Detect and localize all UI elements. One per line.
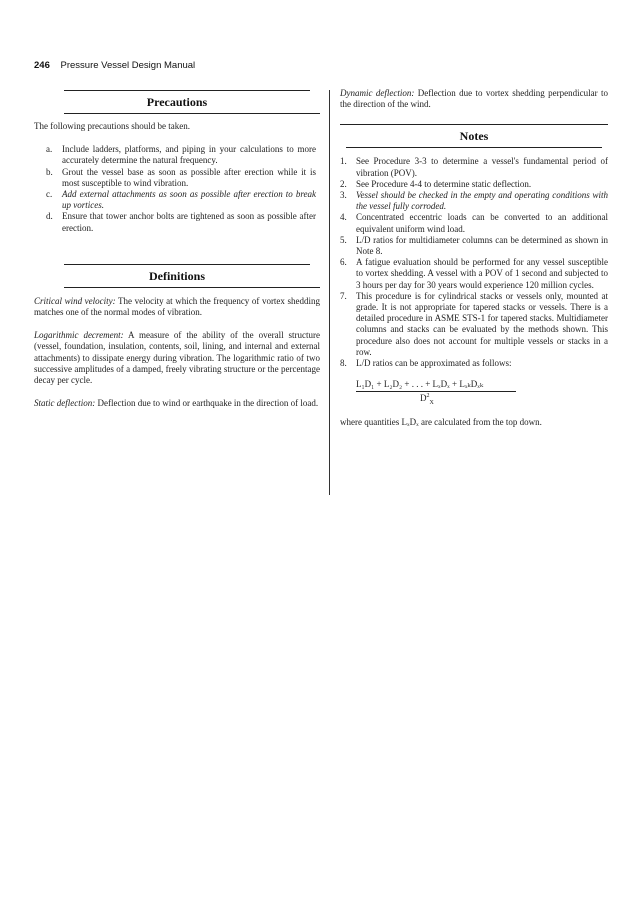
list-item: [340, 156, 608, 178]
precautions-list: [34, 144, 320, 234]
list-item-text: This procedure is for cylindrical stacks or vessels only, mounted at grade. It is not appropriate for tapered stacks or vessels. There is a detailed procedure in ASME STS-1 for tapered stacks. Multidiameter columns and stacks can be evaluated by the methods shown. This procedure also does not account for multiple vessels or stacks in a row.: [356, 290, 608, 357]
list-item-text: Include ladders, platforms, and piping in your calculations to more accurately determine the natural frequency.: [62, 144, 316, 166]
formula-denominator-subscript: X: [429, 400, 434, 407]
list-item: [340, 291, 608, 358]
definitions-section: [34, 264, 320, 410]
definitions-title: Definitions: [148, 268, 205, 283]
precautions-heading: [34, 90, 320, 114]
definition-text: A measure of the ability of the overall structure (vessel, foundation, insulation, contents, soil, lining, and internal and external attachments) to dissipate energy during vibration. The logarithmic ratio of two successive amplitudes of a damped, freely vibrating structure or the percentage decay per cycle.: [34, 330, 320, 386]
formula-denominator: [420, 393, 434, 406]
list-item: [34, 211, 320, 233]
formula-denominator-exponent: 2: [426, 393, 430, 400]
heading-rule: [64, 287, 320, 288]
definition-term: Dynamic deflection:: [340, 88, 415, 98]
definition-term: Logarithmic decrement:: [34, 330, 124, 341]
notes-title: Notes: [459, 129, 489, 144]
precautions-intro: The following precautions should be taken.: [34, 121, 190, 131]
list-marker: 5.: [340, 234, 347, 245]
list-item-text: Add external attachments as soon as possible after erection to break up vortices.: [62, 189, 316, 211]
list-item-text: L/D ratios can be approximated as follows:: [356, 358, 512, 369]
list-marker: 4.: [340, 212, 347, 223]
list-item: [340, 179, 608, 190]
list-marker: 3.: [340, 190, 347, 201]
list-marker: 6.: [340, 257, 347, 268]
definition-term: Static deflection:: [34, 398, 96, 409]
definition-text: Deflection due to wind or earthquake in the direction of load.: [95, 398, 319, 409]
definition-critical-wind-velocity: [34, 296, 320, 318]
formula-denominator-base: D: [420, 393, 427, 404]
heading-rule: [64, 113, 320, 114]
running-title: Pressure Vessel Design Manual: [60, 60, 196, 71]
list-item-text: L/D ratios for multidiameter columns can be determined as shown in Note 8.: [356, 234, 608, 257]
formula-explanation: where quantities LₓDₓ are calculated from the top down.: [340, 417, 542, 428]
definition-dynamic-deflection: [340, 88, 608, 110]
notes-heading: [340, 124, 608, 148]
list-item: [340, 235, 608, 257]
list-item-text: A fatigue evaluation should be performed for any vessel susceptible to vortex shedding. A vessel with a POV of 1 second and subjected to 3 hours per day for 30 years would experience 120 million cycles.: [356, 257, 608, 290]
list-item-text: Ensure that tower anchor bolts are tightened as soon as possible after erection.: [62, 211, 316, 233]
ld-ratio-formula: [356, 379, 608, 407]
list-marker: a.: [46, 144, 53, 155]
list-item: [34, 167, 320, 189]
list-marker: 7.: [340, 290, 347, 301]
column-divider: [329, 90, 330, 495]
left-column: [34, 90, 320, 409]
list-marker: c.: [46, 189, 53, 200]
list-marker: 2.: [340, 178, 347, 189]
list-marker: 1.: [340, 156, 347, 167]
list-item-text: See Procedure 4-4 to determine static deflection.: [356, 178, 532, 189]
page-header: [34, 60, 195, 71]
list-item-text: Concentrated eccentric loads can be converted to an additional equivalent uniform wind load.: [356, 212, 608, 234]
notes-list: [340, 156, 608, 369]
list-item: [34, 144, 320, 166]
list-item: [340, 358, 608, 369]
list-marker: b.: [46, 166, 53, 177]
list-item: [340, 257, 608, 291]
list-item-text: Vessel should be checked in the empty and operating conditions with the vessel fully corroded.: [356, 190, 608, 212]
list-item-text: Grout the vessel base as soon as possible after erection while it is most susceptible to wind vibration.: [62, 166, 316, 188]
page-number: 246: [34, 60, 50, 71]
list-marker: 8.: [340, 358, 347, 369]
list-marker: d.: [46, 211, 53, 222]
definition-static-deflection: [34, 398, 320, 409]
precautions-title: Precautions: [146, 95, 208, 109]
definition-text: Deflection due to vortex shedding perpendicular to the direction of the wind.: [340, 88, 608, 110]
definitions-heading: [34, 264, 320, 288]
heading-rule: [346, 147, 602, 148]
list-item-text: See Procedure 3-3 to determine a vessel's fundamental period of vibration (POV).: [356, 156, 608, 178]
definition-term: Critical wind velocity:: [34, 295, 116, 306]
definition-logarithmic-decrement: [34, 330, 320, 386]
list-item: [34, 189, 320, 211]
definition-text: The velocity at which the frequency of vortex shedding matches one of the normal modes of vibration.: [34, 295, 320, 318]
list-item: [340, 212, 608, 234]
list-item: [340, 190, 608, 212]
right-column: [340, 88, 608, 428]
formula-numerator: L₁D₁ + L₂D₂ + . . . + LₓDₓ + LₓₖDₓₖ: [356, 379, 516, 392]
